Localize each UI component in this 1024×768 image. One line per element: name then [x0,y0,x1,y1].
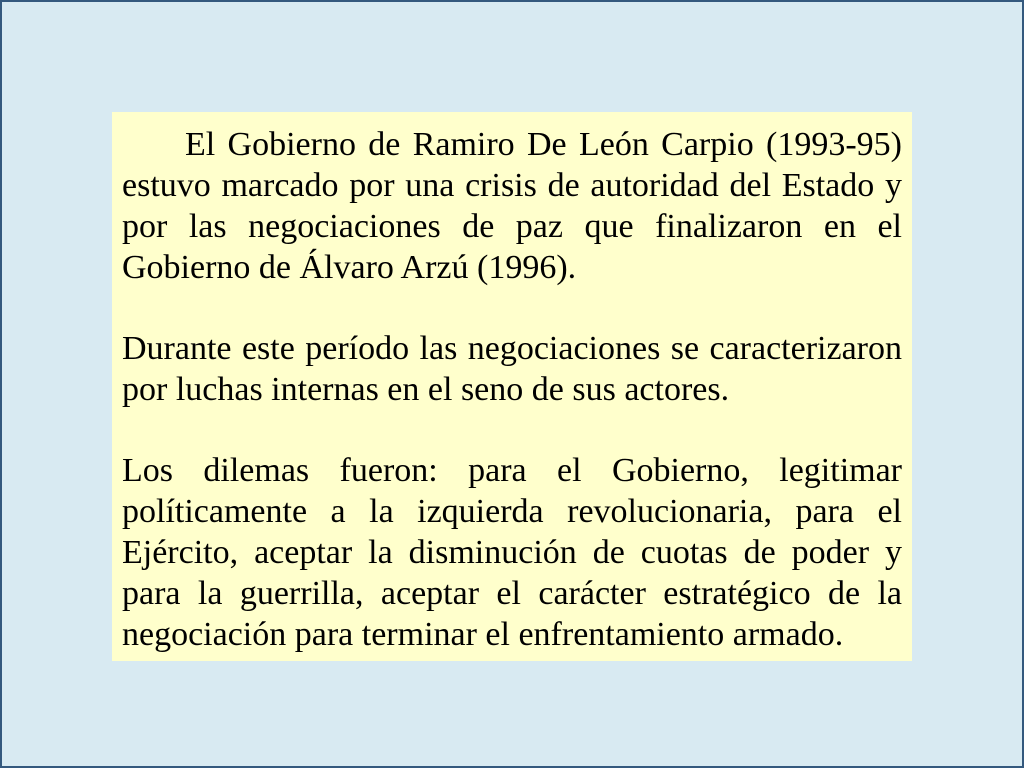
text-box [112,112,912,661]
paragraph-negociaciones: Durante este período las negociaciones se caracterizaron por luchas internas en el seno de sus actores. [122,330,902,408]
paragraph-dilemas: Los dilemas fueron: para el Gobierno, legitimar políticamente a la izquierda revolucionaria, para el Ejército, aceptar la disminución de cuotas de poder y para la guerrilla, aceptar el carácter estratégico de la negociación para terminar el enfrentamiento armado. [122,452,902,653]
paragraph-gobierno-de-leon-carpio: El Gobierno de Ramiro De León Carpio (1993-95) estuvo marcado por una crisis de autoridad del Estado y por las negociaciones de paz que finalizaron en el Gobierno de Álvaro Arzú (1996). [122,126,902,286]
